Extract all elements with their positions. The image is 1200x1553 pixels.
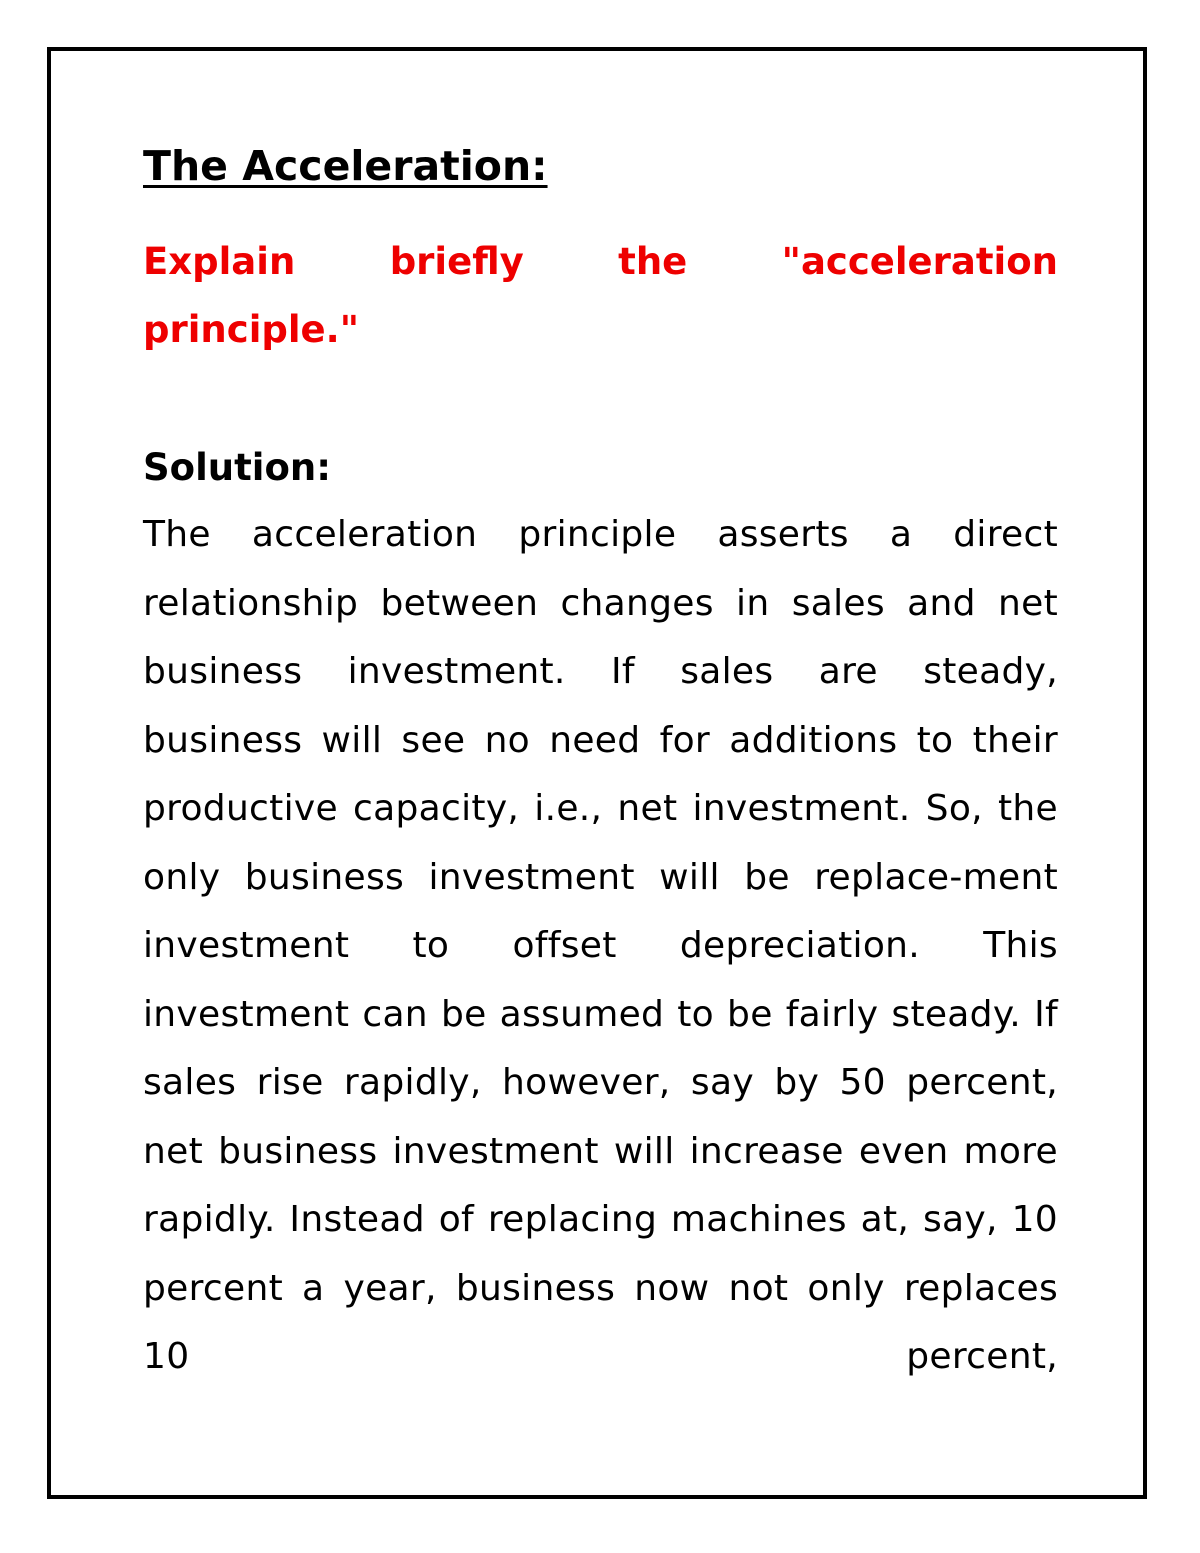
solution-heading: Solution: (143, 446, 332, 489)
question-text: Explain briefly the "acceleration principle." (143, 240, 1058, 351)
solution-text: The acceleration principle asserts a direct relationship between changes in sales and net business investment. If sales are steady, business will see no need for additions to their productive capacity, i.e., net investment. So, the only business investment will be replace-ment investment to offset depreciation. This investment can be assumed to be fairly steady. If sales rise rapidly, however, say by 50 percent, net business investment will increase even more rapidly. Instead of replacing machines at, say, 10 percent a year, business now not only replaces 10 percent, (143, 514, 1058, 1377)
document-title: The Acceleration: (143, 142, 548, 190)
document-content (143, 138, 1058, 1392)
